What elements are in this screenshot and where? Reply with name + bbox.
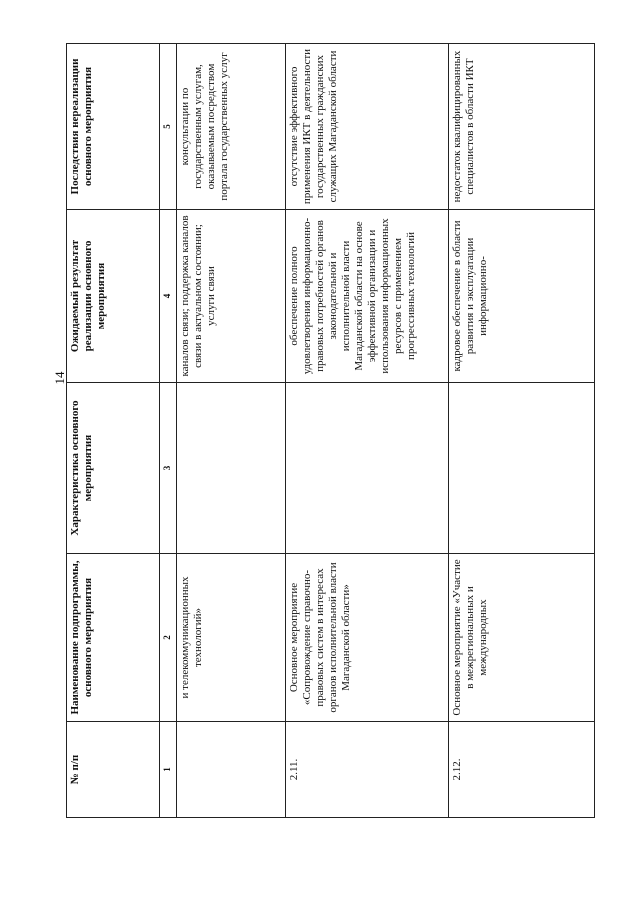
row-number: 2.11.: [286, 722, 449, 818]
page-number: 14: [52, 371, 67, 385]
header-result: Ожидаемый результат реализации основного мероприятия: [67, 210, 160, 383]
row-consequence: недостаток квалифицированных специалистов в области ИКТ: [449, 44, 595, 210]
header-characteristic: Характеристика основного мероприятия: [67, 383, 160, 554]
row-name: Основное мероприятие «Участие в межрегиональных и международных: [449, 554, 595, 722]
header-consequence: Последствия нереализации основного мероприятия: [67, 44, 160, 210]
row-consequence: консультации по государственным услугам, оказываемым посредством портала государственных услуг: [177, 44, 286, 210]
row-result: каналов связи; поддержка каналов связи в актуальном состоянии; услуги связи: [177, 210, 286, 383]
column-number: 4: [160, 210, 177, 383]
column-number: 2: [160, 554, 177, 722]
row-characteristic: [286, 383, 449, 554]
column-number: 5: [160, 44, 177, 210]
row-result: обеспечение полного удовлетворения информационно-правовых потребностей органов законодательной и исполнительной власти Магаданской области на основе эффективной организации и использования информационных ресурсов с применением прогрессивных технологий: [286, 210, 449, 383]
row-number: 2.12.: [449, 722, 595, 818]
row-characteristic: [177, 383, 286, 554]
row-characteristic: [449, 383, 595, 554]
column-number: 3: [160, 383, 177, 554]
row-name: и телекоммуникационных технологий»: [177, 554, 286, 722]
table-row: [286, 44, 449, 818]
header-number: № п/п: [67, 722, 160, 818]
table-container: [66, 44, 581, 818]
table-row: [449, 44, 595, 818]
activities-table: [66, 43, 595, 818]
column-number: 1: [160, 722, 177, 818]
table-row: [177, 44, 286, 818]
rotated-table-frame: [66, 44, 581, 818]
table-header-row: [67, 44, 160, 818]
row-consequence: отсутствие эффективного применения ИКТ в деятельности государственных гражданских служащих Магаданской области: [286, 44, 449, 210]
row-name: Основное мероприятие «Сопровождение справочно-правовых систем в интересах органов исполнительной власти Магаданской области»: [286, 554, 449, 722]
column-number-row: [160, 44, 177, 818]
row-result: кадровое обеспечение в области развития и эксплуатации информационно-: [449, 210, 595, 383]
header-name: Наименование подпрограммы, основного мероприятия: [67, 554, 160, 722]
row-number: [177, 722, 286, 818]
